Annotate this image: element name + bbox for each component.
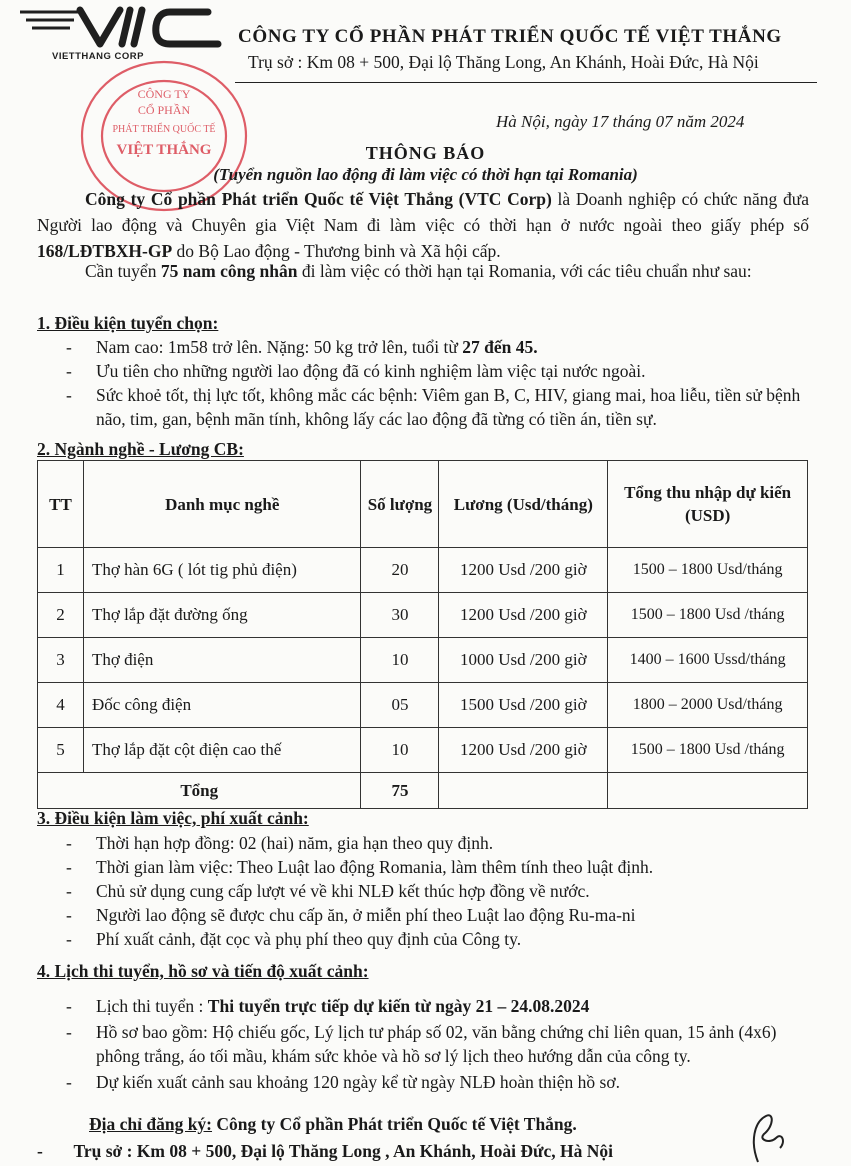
intro-text-2: do Bộ Lao động - Thương binh và Xã hội cấp. — [172, 241, 501, 261]
list-item: - Lịch thi tuyển : Thi tuyển trực tiếp dự kiến từ ngày 21 – 24.08.2024 — [66, 994, 816, 1018]
table-row: 1 Thợ hàn 6G ( lót tig phủ điện) 20 1200 Usd /200 giờ 1500 – 1800 Usd/tháng — [38, 548, 808, 593]
registration-address — [89, 1114, 577, 1135]
stamp-line-1: CÔNG TY — [137, 87, 191, 101]
intro-text-1: là Doanh nghiệp có chức năng đưa Người lao động và Chuyên gia Việt Nam đi làm việc có thời hạn ở nước ngoài theo giấy phép số — [37, 189, 809, 235]
list-item: - Chủ sử dụng cung cấp lượt vé về khi NLĐ kết thúc hợp đồng về nước. — [66, 879, 816, 903]
company-logo — [18, 4, 228, 64]
recruit-paragraph — [37, 258, 809, 284]
date-line: Hà Nội, ngày 17 tháng 07 năm 2024 — [496, 112, 745, 131]
list-item: - Hồ sơ bao gồm: Hộ chiếu gốc, Lý lịch tư pháp số 02, văn bằng chứng chỉ liên quan, 15 ảnh (4x6) phông trắng, áo tối mầu, khám sức khỏe và hồ sơ lý lịch theo hướng dẫn của công ty. — [66, 1020, 816, 1068]
notice-subtitle: (Tuyển nguồn lao động đi làm việc có thời hạn tại Romania) — [213, 165, 638, 184]
header-salary: Lương (Usd/tháng) — [439, 461, 608, 548]
list-item: - Nam cao: 1m58 trở lên. Nặng: 50 kg trở lên, tuổi từ 27 đến 45. — [66, 335, 816, 359]
signature-mark — [740, 1112, 800, 1166]
total-value: 75 — [361, 773, 439, 809]
logo-subtext: VIETTHANG CORP — [52, 51, 144, 62]
headquarters-address: - Trụ sở : Km 08 + 500, Đại lộ Thăng Long , An Khánh, Hoài Đức, Hà Nội — [37, 1141, 613, 1161]
section-3-title: 3. Điều kiện làm việc, phí xuất cảnh: — [37, 808, 309, 828]
list-item: - Sức khoẻ tốt, thị lực tốt, không mắc các bệnh: Viêm gan B, C, HIV, giang mai, hoa liễu, tiền sử bệnh não, tim, gan, bệnh mãn tính, không lấy các lao động đã từng có tiền án, tiền sự. — [66, 383, 816, 431]
header-qty: Số lượng — [361, 461, 439, 548]
stamp-line-2: CỔ PHẦN — [137, 103, 191, 117]
company-address: Trụ sở : Km 08 + 500, Đại lộ Thăng Long, An Khánh, Hoài Đức, Hà Nội — [248, 52, 759, 72]
intro-company: Công ty Cổ phần Phát triển Quốc tế Việt Thắng (VTC Corp) — [85, 189, 552, 209]
company-name: CÔNG TY CỔ PHẦN PHÁT TRIỂN QUỐC TẾ VIỆT THẮNG — [238, 26, 782, 47]
intro-license: 168/LĐTBXH-GP — [37, 241, 173, 261]
header-job: Danh mục nghề — [83, 461, 361, 548]
recruit-text-2: đi làm việc có thời hạn tại Romania, với các tiêu chuẩn như sau: — [297, 261, 752, 281]
address-label: Địa chỉ đăng ký: — [89, 1114, 213, 1134]
header-tt: TT — [38, 461, 84, 548]
section-1-title: 1. Điều kiện tuyển chọn: — [37, 313, 219, 333]
table-header-row — [38, 461, 808, 548]
section-4-list — [66, 994, 816, 1096]
stamp-line-4: VIỆT THẮNG — [116, 142, 212, 158]
section-3-list — [66, 831, 816, 951]
jobs-table — [37, 460, 808, 809]
table-row: 4 Đốc công điện 05 1500 Usd /200 giờ 1800 – 2000 Usd/tháng — [38, 683, 808, 728]
list-item: - Người lao động sẽ được chu cấp ăn, ở miễn phí theo Luật lao động Ru-ma-ni — [66, 903, 816, 927]
intro-paragraph — [37, 186, 809, 264]
table-total-row — [38, 773, 808, 809]
list-item: - Phí xuất cảnh, đặt cọc và phụ phí theo quy định của Công ty. — [66, 927, 816, 951]
header-divider — [235, 82, 817, 83]
total-label: Tổng — [38, 773, 361, 809]
recruit-count: 75 nam công nhân — [160, 261, 298, 281]
notice-title: THÔNG BÁO — [365, 143, 486, 163]
headquarters-text: Trụ sở : Km 08 + 500, Đại lộ Thăng Long , An Khánh, Hoài Đức, Hà Nội — [73, 1141, 613, 1161]
list-item: - Ưu tiên cho những người lao động đã có kinh nghiệm làm việc tại nước ngoài. — [66, 359, 816, 383]
address-company: Công ty Cổ phần Phát triển Quốc tế Việt Thắng. — [212, 1114, 577, 1134]
section-4-title: 4. Lịch thi tuyển, hồ sơ và tiến độ xuất cảnh: — [37, 961, 369, 981]
table-row: 5 Thợ lắp đặt cột điện cao thế 10 1200 Usd /200 giờ 1500 – 1800 Usd /tháng — [38, 728, 808, 773]
list-item: - Thời hạn hợp đồng: 02 (hai) năm, gia hạn theo quy định. — [66, 831, 816, 855]
section-1-list — [66, 335, 816, 431]
table-row: 3 Thợ điện 10 1000 Usd /200 giờ 1400 – 1600 Ussd/tháng — [38, 638, 808, 683]
section-2-title: 2. Ngành nghề - Lương CB: — [37, 439, 244, 459]
table-row: 2 Thợ lắp đặt đường ống 30 1200 Usd /200 giờ 1500 – 1800 Usd /tháng — [38, 593, 808, 638]
list-item: - Dự kiến xuất cảnh sau khoảng 120 ngày kể từ ngày NLĐ hoàn thiện hồ sơ. — [66, 1070, 816, 1094]
stamp-line-3: PHÁT TRIỂN QUỐC TẾ — [112, 124, 216, 135]
recruit-text-1: Cần tuyển — [85, 261, 161, 281]
header-income: Tổng thu nhập dự kiến (USD) — [608, 461, 808, 548]
list-item: - Thời gian làm việc: Theo Luật lao động Romania, làm thêm tính theo luật định. — [66, 855, 816, 879]
